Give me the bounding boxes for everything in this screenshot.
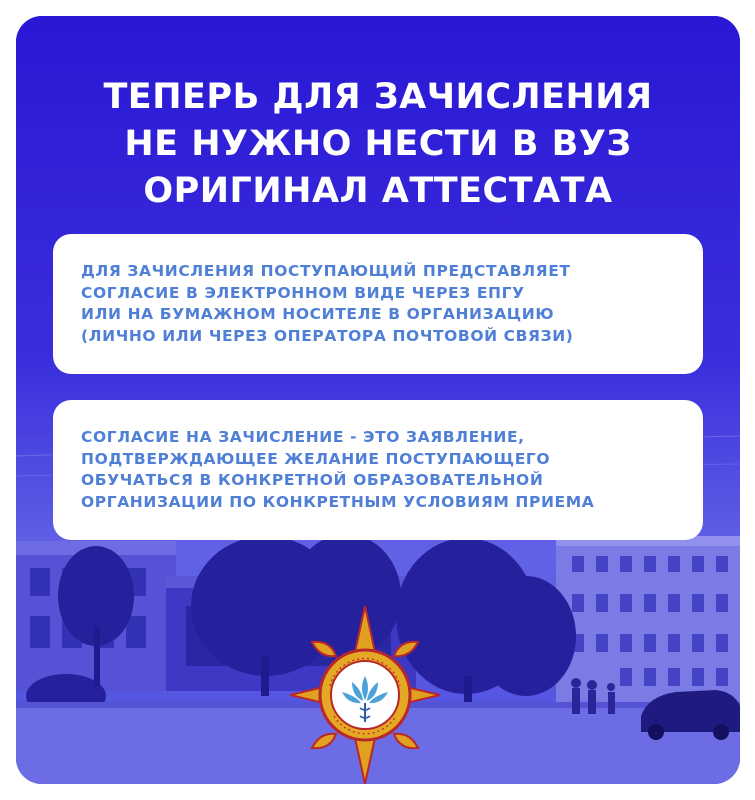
page-title xyxy=(16,74,740,215)
info-line: СОГЛАСИЕ В ЭЛЕКТРОННОМ ВИДЕ ЧЕРЕЗ ЕПГУ xyxy=(81,283,525,302)
info-line: ОРГАНИЗАЦИИ ПО КОНКРЕТНЫМ УСЛОВИЯМ ПРИЕМА xyxy=(81,492,595,511)
title-line: НЕ НУЖНО НЕСТИ В ВУЗ xyxy=(124,124,632,164)
info-line: (ЛИЧНО ИЛИ ЧЕРЕЗ ОПЕРАТОРА ПОЧТОВОЙ СВЯЗИ) xyxy=(81,326,574,345)
info-box-consent-method xyxy=(53,234,703,374)
info-box-text xyxy=(81,427,675,513)
info-box-consent-definition xyxy=(53,400,703,540)
info-line: СОГЛАСИЕ НА ЗАЧИСЛЕНИЕ - ЭТО ЗАЯВЛЕНИЕ, xyxy=(81,428,525,446)
title-line: ОРИГИНАЛ АТТЕСТАТА xyxy=(143,171,613,211)
university-emblem-icon xyxy=(290,606,440,784)
info-box-text xyxy=(81,261,675,347)
title-line: ТЕПЕРЬ ДЛЯ ЗАЧИСЛЕНИЯ xyxy=(103,77,653,117)
info-line: ДЛЯ ЗАЧИСЛЕНИЯ ПОСТУПАЮЩИЙ ПРЕДСТАВЛЯЕТ xyxy=(81,262,571,280)
info-line: ИЛИ НА БУМАЖНОМ НОСИТЕЛЕ В ОРГАНИЗАЦИЮ xyxy=(81,305,555,323)
info-line: ОБУЧАТЬСЯ В КОНКРЕТНОЙ ОБРАЗОВАТЕЛЬНОЙ xyxy=(81,471,544,489)
info-line: ПОДТВЕРЖДАЮЩЕЕ ЖЕЛАНИЕ ПОСТУПАЮЩЕГО xyxy=(81,449,551,468)
